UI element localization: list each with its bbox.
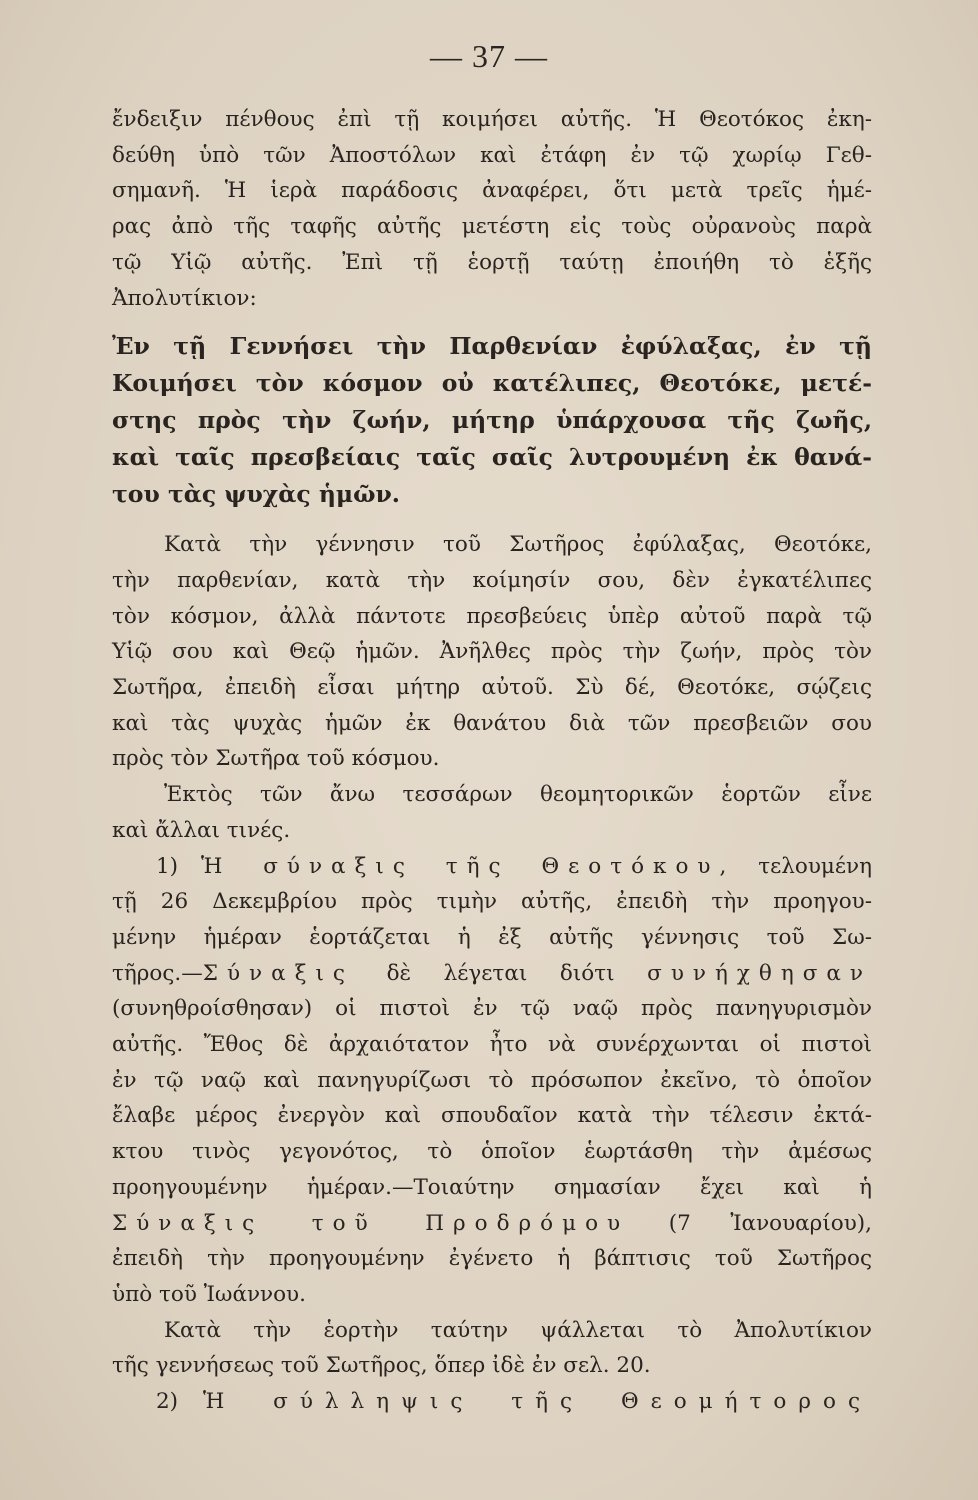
text-fragment: δὲ λέγεται διότι	[386, 960, 615, 986]
apolytikion-hymn	[112, 328, 872, 513]
text-line: Κατὰ τὴν ἑορτὴν ταύτην ψάλλεται τὸ Ἀπολυτίκιον	[164, 1317, 872, 1343]
text-line: τὴν παρθενίαν, κατὰ τὴν κοίμησίν σου, δὲν ἐγκατέλιπες	[112, 567, 872, 593]
item-spaced-title: Ἡ σύναξις τῆς Θεοτόκου,	[200, 853, 736, 879]
text-line: ἐν τῷ ναῷ καὶ πανηγυρίζωσι τὸ πρόσωπον ἐκεῖνο, τὸ ὁποῖον	[112, 1067, 872, 1093]
text-line	[112, 956, 872, 992]
text-line: αὐτῆς. Ἔθος δὲ ἀρχαιότατον ἦτο νὰ συνέρχωνται οἱ πιστοὶ	[112, 1032, 872, 1058]
body-text	[112, 102, 872, 1420]
item-2-heading	[112, 1384, 872, 1420]
hymn-line: Ἐν τῇ Γεννήσει τὴν Παρθενίαν ἐφύλαξας, ἐν τῇ	[112, 332, 872, 361]
text-line: Σωτῆρα, ἐπειδὴ εἶσαι μήτηρ αὐτοῦ. Σὺ δέ, Θεοτόκε, σῴζεις	[112, 675, 872, 701]
text-line	[112, 1206, 872, 1242]
hymn-line: στης πρὸς τὴν ζωήν, μήτηρ ὑπάρχουσα τῆς ζωῆς,	[112, 406, 872, 435]
hymn-line: καὶ ταῖς πρεσβείαις ταῖς σαῖς λυτρουμένη ἐκ θανά-	[112, 443, 872, 472]
text-line: σημανῆ. Ἡ ἱερὰ παράδοσις ἀναφέρει, ὅτι μετὰ τρεῖς ἡμέ-	[112, 178, 872, 204]
text-line: πρὸς τὸν Σωτῆρα τοῦ κόσμου.	[112, 746, 440, 772]
text-line: ρας ἀπὸ τῆς ταφῆς αὐτῆς μετέστη εἰς τοὺς οὐρανοὺς παρὰ	[112, 214, 872, 240]
item-number: 1)	[156, 853, 179, 879]
text-line: δεύθη ὑπὸ τῶν Ἀποστόλων καὶ ἐτάφη ἐν τῷ χωρίῳ Γεθ-	[112, 142, 872, 168]
hymn-line: του τὰς ψυχὰς ἡμῶν.	[112, 480, 400, 509]
spaced-word: Σύναξις τοῦ Προδρόμου	[112, 1210, 630, 1236]
hymn-line: Κοιμήσει τὸν κόσμον οὐ κατέλιπες, Θεοτόκε, μετέ-	[112, 369, 872, 398]
text-line: τῷ Υἱῷ αὐτῆς. Ἐπὶ τῇ ἑορτῇ ταύτῃ ἐποιήθη τὸ ἑξῆς	[112, 249, 872, 275]
text-line: ἔλαβε μέρος ἐνεργὸν καὶ σπουδαῖον κατὰ τὴν τέλεσιν ἐκτά-	[112, 1103, 872, 1129]
text-line: καὶ τὰς ψυχὰς ἡμῶν ἐκ θανάτου διὰ τῶν πρεσβειῶν σου	[112, 710, 872, 736]
page-number: — 37 —	[430, 38, 548, 74]
text-line: Κατὰ τὴν γέννησιν τοῦ Σωτῆρος ἐφύλαξας, Θεοτόκε,	[164, 532, 872, 558]
text-line: τὸν κόσμον, ἀλλὰ πάντοτε πρεσβεύεις ὑπὲρ αὐτοῦ παρὰ τῷ	[112, 603, 872, 629]
text-line: τῆς γεννήσεως τοῦ Σωτῆρος, ὅπερ ἰδὲ ἐν σελ. 20.	[112, 1353, 651, 1379]
text-fragment: τῆρος.—	[112, 960, 203, 986]
text-line: μένην ἡμέραν ἑορτάζεται ἡ ἐξ αὐτῆς γέννησις τοῦ Σω-	[112, 924, 872, 950]
text-line: καὶ ἄλλαι τινές.	[112, 817, 291, 843]
item-number: 2)	[156, 1389, 179, 1415]
text-line: τῇ 26 Δεκεμβρίου πρὸς τιμὴν αὐτῆς, ἐπειδὴ τὴν προηγου-	[112, 889, 872, 915]
text-line: (συνηθροίσθησαν) οἱ πιστοὶ ἐν τῷ ναῷ πρὸς πανηγυρισμὸν	[112, 996, 872, 1022]
item-1-heading	[112, 849, 872, 885]
text-line: Υἱῷ σου καὶ Θεῷ ἡμῶν. Ἀνῆλθες πρὸς τὴν ζωήν, πρὸς τὸν	[112, 639, 872, 665]
text-line: Ἐκτὸς τῶν ἄνω τεσσάρων θεομητορικῶν ἑορτῶν εἶνε	[164, 782, 872, 808]
text-line: Ἀπολυτίκιον:	[112, 285, 257, 311]
text-line: ὑπὸ τοῦ Ἰωάννου.	[112, 1281, 306, 1307]
text-line: κτου τινὸς γεγονότος, τὸ ὁποῖον ἑωρτάσθη τὴν ἀμέσως	[112, 1139, 872, 1165]
spaced-word: συνήχθησαν	[647, 960, 872, 986]
text-fragment: (7 Ἰανουαρίου),	[668, 1210, 872, 1236]
item-heading-rest: τελουμένη	[758, 853, 872, 879]
text-line: προηγουμένην ἡμέραν.—Τοιαύτην σημασίαν ἔχει καὶ ἡ	[112, 1174, 872, 1200]
item-spaced-title: Ἡ σύλληψις τῆς Θεομήτορος	[202, 1389, 872, 1415]
text-line: ἔνδειξιν πένθους ἐπὶ τῇ κοιμήσει αὐτῆς. Ἡ Θεοτόκος ἐκη-	[112, 107, 872, 132]
text-line: ἐπειδὴ τὴν προηγουμένην ἐγένετο ἡ βάπτισις τοῦ Σωτῆρος	[112, 1246, 872, 1272]
spaced-word: Σύναξις	[202, 960, 354, 986]
